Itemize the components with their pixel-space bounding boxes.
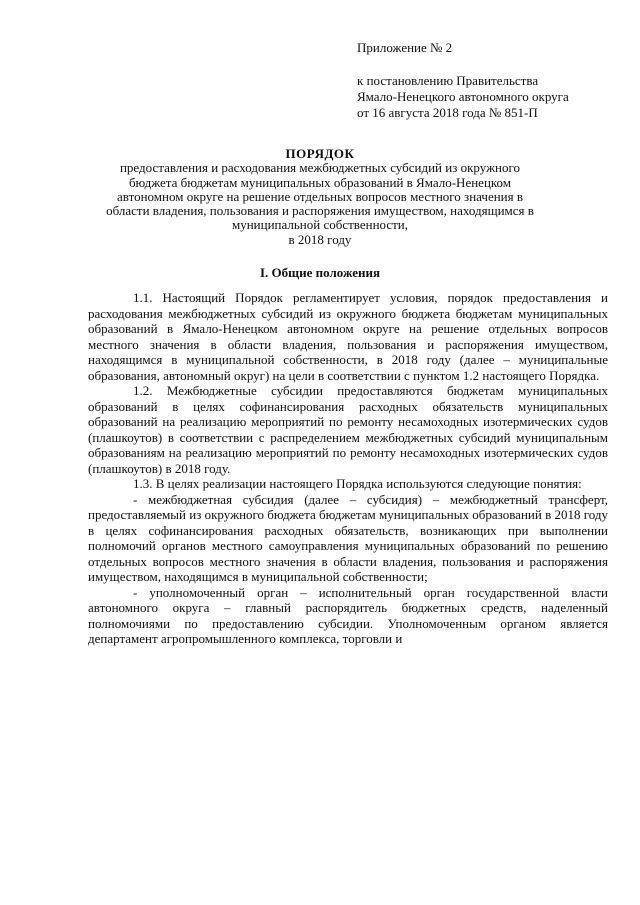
document-title: ПОРЯДОК (285, 146, 355, 161)
appendix-line: Ямало-Ненецкого автономного округа (357, 89, 569, 104)
title-line: автономном округе на решение отдельных вопросов местного значения в (117, 188, 523, 204)
appendix-header (357, 40, 569, 121)
appendix-number: Приложение № 2 (357, 40, 453, 55)
paragraph: 1.2. Межбюджетные субсидии предоставляются бюджетам муниципальных образований в целях софинансирования расходных обязательств муниципальных образований на реализацию мероприятий по ремонту несамоходных изотермических судов (плашкоутов) в соответствии с распределением межбюджетных субсидий муниципальным образованиям на реализацию мероприятий по ремонту несамоходных изотермических судов (плашкоутов) в 2018 году. (88, 383, 608, 476)
section-body (88, 290, 608, 647)
paragraph: 1.1. Настоящий Порядок регламентирует условия, порядок предоставления и расходования межбюджетных субсидий из окружного бюджета бюджетам муниципальных образований в Ямало-Ненецком автономном округе на решение отдельных вопросов местного значения в области владения, пользования и распоряжения имуществом, находящимся в муниципальной собственности, в 2018 году (далее – муниципальные образования, автономный округ) на цели в соответствии с пунктом 1.2 настоящего Порядка. (88, 290, 608, 383)
title-line: предоставления и расходования межбюджетных субсидий из окружного (119, 160, 521, 176)
paragraph: - уполномоченный орган – исполнительный орган государственной власти автономного округа – главный распорядитель бюджетных средств, наделенный полномочиями по предоставлению субсидии. Уполномоченным органом является департамент агропромышленного комплекса, торговли и (88, 584, 608, 646)
title-line: в 2018 году (288, 231, 352, 247)
title-line: муниципальной собственности, (231, 217, 409, 233)
appendix-line: к постановлению Правительства (357, 73, 539, 88)
title-line: бюджета бюджетам муниципальных образований в Ямало-Ненецком (128, 174, 512, 190)
appendix-line: от 16 августа 2018 года № 851-П (357, 105, 538, 120)
section-heading: I. Общие положения (260, 265, 380, 280)
document-title-block (90, 147, 550, 247)
title-line: области владения, пользования и распоряжения имуществом, находящимся в (106, 203, 534, 219)
paragraph: - межбюджетная субсидия (далее – субсидия) – межбюджетный трансферт, предоставляемый из окружного бюджета бюджетам муниципальных образований в 2018 году в целях софинансирования расходных обязательств, возникающих при выполнении полномочий органов местного самоуправления муниципальных образований по решению отдельных вопросов местного значения в области владения, пользования и распоряжения имуществом, находящимся в муниципальной собственности; (88, 491, 608, 584)
paragraph: 1.3. В целях реализации настоящего Порядка используются следующие понятия: (133, 476, 582, 491)
